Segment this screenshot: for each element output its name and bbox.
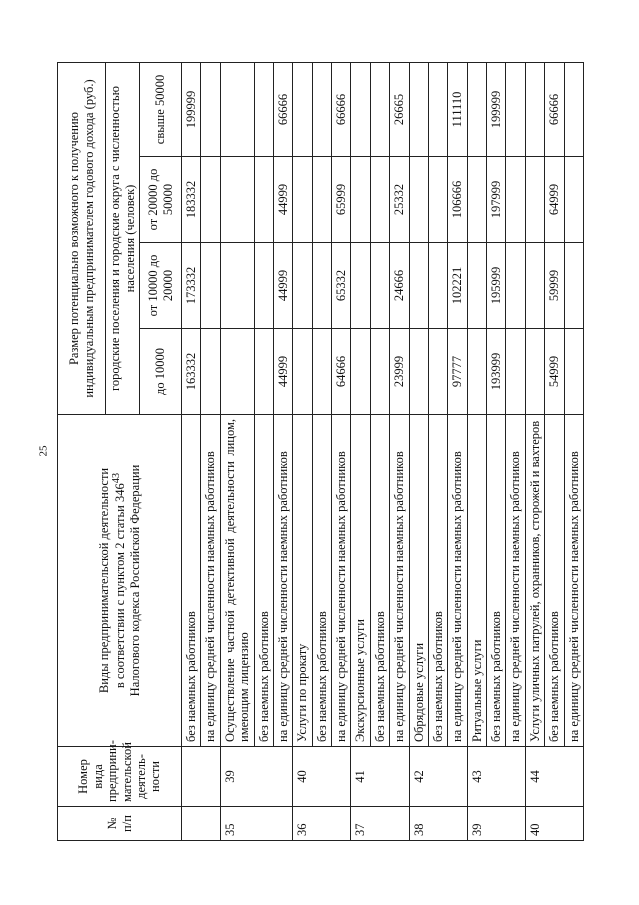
activity-code: 39 xyxy=(220,747,293,807)
row-label: без наемных работников xyxy=(370,415,389,747)
header-activity-code: Номер вида предприни-мательской деятель-ности xyxy=(58,747,182,807)
activity-code: 42 xyxy=(409,747,467,807)
activity-code: 40 xyxy=(293,747,351,807)
empty-cell xyxy=(409,329,428,415)
income-value: 197999 xyxy=(487,157,506,243)
header-income: Размер потенциально возможного к получению индивидуальным предпринимателем годового дохода (руб.) xyxy=(58,63,106,415)
activity-code: 41 xyxy=(351,747,409,807)
income-value xyxy=(370,329,389,415)
row-label: на единицу средней численности наемных работников xyxy=(332,415,351,747)
empty-cell xyxy=(220,329,254,415)
empty-cell xyxy=(525,63,544,157)
header-no: № п/п xyxy=(58,807,182,841)
income-value: 44999 xyxy=(273,243,292,329)
table-row xyxy=(182,63,201,841)
income-value: 26665 xyxy=(390,63,409,157)
row-number: 37 xyxy=(351,807,409,841)
activity-title: Услуги по прокату xyxy=(293,415,312,747)
income-value xyxy=(564,63,583,157)
empty-cell xyxy=(409,157,428,243)
income-value: 23999 xyxy=(390,329,409,415)
row-label: без наемных работников xyxy=(428,415,447,747)
income-value xyxy=(312,329,331,415)
empty-cell xyxy=(293,157,312,243)
empty-cell xyxy=(467,329,486,415)
table-row xyxy=(487,63,506,841)
activity-code: 44 xyxy=(525,747,583,807)
row-label: на единицу средней численности наемных работников xyxy=(448,415,467,747)
activity-title-row xyxy=(351,63,370,841)
activity-title: Обрядовые услуги xyxy=(409,415,428,747)
row-label: на единицу средней численности наемных работников xyxy=(506,415,525,747)
income-value xyxy=(201,243,220,329)
income-value xyxy=(312,63,331,157)
activity-title-row xyxy=(409,63,428,841)
empty-cell xyxy=(467,63,486,157)
header-activity-line2: в соответствии с пунктом 2 статьи 346 xyxy=(113,483,128,689)
table-row xyxy=(273,63,292,841)
header-col-1: до 10000 xyxy=(140,329,182,415)
page-number: 25 xyxy=(37,445,50,457)
row-number: 36 xyxy=(293,807,351,841)
activity-title-row xyxy=(525,63,544,841)
table-row xyxy=(332,63,351,841)
income-value xyxy=(201,157,220,243)
empty-cell xyxy=(293,329,312,415)
row-label: без наемных работников xyxy=(312,415,331,747)
activity-code: 43 xyxy=(467,747,525,807)
table-row xyxy=(254,63,273,841)
income-value: 199999 xyxy=(182,63,201,157)
income-value: 163332 xyxy=(182,329,201,415)
empty-cell xyxy=(220,243,254,329)
income-value: 24666 xyxy=(390,243,409,329)
header-settlements: городские поселения и городские округа с численностью населения (человек) xyxy=(106,63,140,415)
empty-cell xyxy=(525,157,544,243)
income-value: 195999 xyxy=(487,243,506,329)
empty-cell xyxy=(293,243,312,329)
activity-title: Ритуальные услуги xyxy=(467,415,486,747)
empty-cell xyxy=(467,157,486,243)
table-row xyxy=(545,63,564,841)
income-value xyxy=(506,63,525,157)
row-label: на единицу средней численности наемных работников xyxy=(390,415,409,747)
empty-cell xyxy=(220,63,254,157)
income-value: 193999 xyxy=(487,329,506,415)
table-row xyxy=(448,63,467,841)
income-value xyxy=(428,157,447,243)
income-value xyxy=(564,243,583,329)
income-table xyxy=(57,62,584,841)
table-row xyxy=(564,63,583,841)
empty-cell xyxy=(525,243,544,329)
income-value xyxy=(201,63,220,157)
header-activity-line3: Налогового кодекса Российской Федерации xyxy=(127,464,142,697)
income-value: 65999 xyxy=(332,157,351,243)
income-value: 106666 xyxy=(448,157,467,243)
table-row xyxy=(312,63,331,841)
income-value: 54999 xyxy=(545,329,564,415)
row-number: 35 xyxy=(220,807,293,841)
row-number: 39 xyxy=(467,807,525,841)
income-value: 173332 xyxy=(182,243,201,329)
income-value: 64666 xyxy=(332,329,351,415)
footnote-marker: 43 xyxy=(111,472,123,484)
table-row xyxy=(428,63,447,841)
income-value: 102221 xyxy=(448,243,467,329)
income-value: 25332 xyxy=(390,157,409,243)
row-number xyxy=(182,807,221,841)
income-value xyxy=(201,329,220,415)
income-value xyxy=(428,329,447,415)
income-value xyxy=(428,243,447,329)
empty-cell xyxy=(409,243,428,329)
empty-cell xyxy=(351,329,370,415)
row-label: без наемных работников xyxy=(182,415,201,747)
row-label: на единицу средней численности наемных работников xyxy=(273,415,292,747)
income-value xyxy=(564,157,583,243)
activity-title: Осуществление частной детективной деятельности лицом, имеющим лицензию xyxy=(220,415,254,747)
header-activity-line1: Виды предпринимательской деятельности xyxy=(96,467,111,694)
income-value xyxy=(428,63,447,157)
income-value: 111110 xyxy=(448,63,467,157)
income-value xyxy=(506,157,525,243)
activity-code xyxy=(182,747,221,807)
row-label: без наемных работников xyxy=(545,415,564,747)
table-row xyxy=(370,63,389,841)
row-label: на единицу средней численности наемных работников xyxy=(201,415,220,747)
income-value: 66666 xyxy=(545,63,564,157)
income-value xyxy=(370,63,389,157)
header-activity xyxy=(58,415,182,747)
income-value xyxy=(506,243,525,329)
income-value: 66666 xyxy=(273,63,292,157)
income-value xyxy=(254,63,273,157)
header-col-3: от 20000 до 50000 xyxy=(140,157,182,243)
empty-cell xyxy=(467,243,486,329)
income-value: 44999 xyxy=(273,157,292,243)
income-value: 66666 xyxy=(332,63,351,157)
row-label: на единицу средней численности наемных работников xyxy=(564,415,583,747)
table-row xyxy=(506,63,525,841)
row-number: 38 xyxy=(409,807,467,841)
rotated-table-container xyxy=(57,63,581,841)
table-row xyxy=(390,63,409,841)
income-value xyxy=(312,157,331,243)
row-label: без наемных работников xyxy=(254,415,273,747)
income-value xyxy=(370,157,389,243)
income-value: 97777 xyxy=(448,329,467,415)
income-value xyxy=(254,243,273,329)
activity-title-row xyxy=(293,63,312,841)
header-col-4: свыше 50000 xyxy=(140,63,182,157)
income-value xyxy=(506,329,525,415)
empty-cell xyxy=(409,63,428,157)
activity-title: Услуги уличных патрулей, охранников, сторожей и вахтеров xyxy=(525,415,544,747)
activity-title: Экскурсионные услуги xyxy=(351,415,370,747)
activity-title-row xyxy=(220,63,254,841)
empty-cell xyxy=(525,329,544,415)
row-label: без наемных работников xyxy=(487,415,506,747)
empty-cell xyxy=(220,157,254,243)
table-row xyxy=(201,63,220,841)
income-value xyxy=(370,243,389,329)
header-col-2: от 10000 до 20000 xyxy=(140,243,182,329)
income-value: 44999 xyxy=(273,329,292,415)
income-value: 65332 xyxy=(332,243,351,329)
income-value: 64999 xyxy=(545,157,564,243)
income-value xyxy=(564,329,583,415)
income-value: 199999 xyxy=(487,63,506,157)
empty-cell xyxy=(351,243,370,329)
income-value xyxy=(312,243,331,329)
row-number: 40 xyxy=(525,807,583,841)
table-body xyxy=(182,63,584,841)
income-value: 183332 xyxy=(182,157,201,243)
empty-cell xyxy=(351,157,370,243)
income-value xyxy=(254,329,273,415)
empty-cell xyxy=(351,63,370,157)
income-value: 59999 xyxy=(545,243,564,329)
activity-title-row xyxy=(467,63,486,841)
empty-cell xyxy=(293,63,312,157)
income-value xyxy=(254,157,273,243)
